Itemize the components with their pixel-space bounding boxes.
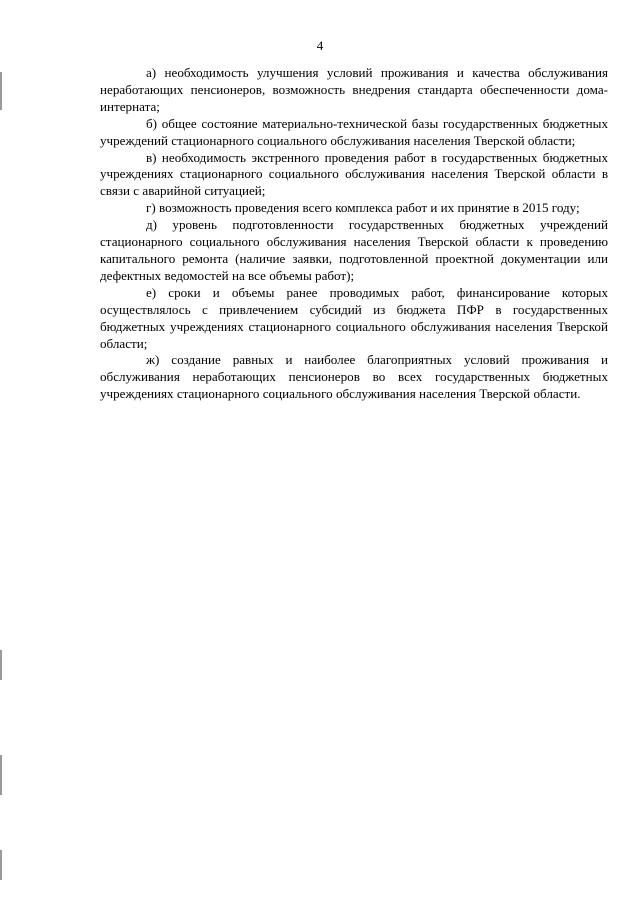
list-item-b: б) общее состояние материально-технической базы государственных бюджетных учреждений стационарного социального обслуживания населения Тверской области; (100, 115, 608, 148)
list-item-zh: ж) создание равных и наиболее благоприятных условий проживания и обслуживания неработающих пенсионеров во всех государственных бюджетных учреждениях стационарного социального обслуживания населения Тверской области. (100, 352, 608, 402)
list-item-g: г) возможность проведения всего комплекса работ и их принятие в 2015 году; (146, 200, 580, 216)
page-number: 4 (316, 38, 324, 53)
scan-edge-mark (0, 850, 2, 880)
document-body (100, 65, 608, 403)
scan-edge-mark (0, 755, 2, 795)
scan-edge-mark (0, 650, 2, 680)
list-item-v: в) необходимость экстренного проведения работ в государственных бюджетных учреждениях стационарного социального обслуживания населения Тверской области в связи с аварийной ситуацией; (100, 149, 608, 199)
list-item-a: а) необходимость улучшения условий проживания и качества обслуживания неработающих пенсионеров, возможность внедрения стандарта обеспеченности дома-интерната; (100, 65, 608, 114)
list-item-d: д) уровень подготовленности государственных бюджетных учреждений стационарного социального обслуживания населения Тверской области к проведению капитального ремонта (наличие заявки, подготовленной проектной документации или дефектных ведомостей на все объемы работ); (100, 217, 608, 283)
scan-edge-mark (0, 72, 2, 110)
list-item-e: е) сроки и объемы ранее проводимых работ, финансирование которых осуществлялось с привлечением субсидий из бюджета ПФР в государственных бюджетных учреждениях стационарного социального обслуживания населения Тверской области; (100, 284, 608, 351)
